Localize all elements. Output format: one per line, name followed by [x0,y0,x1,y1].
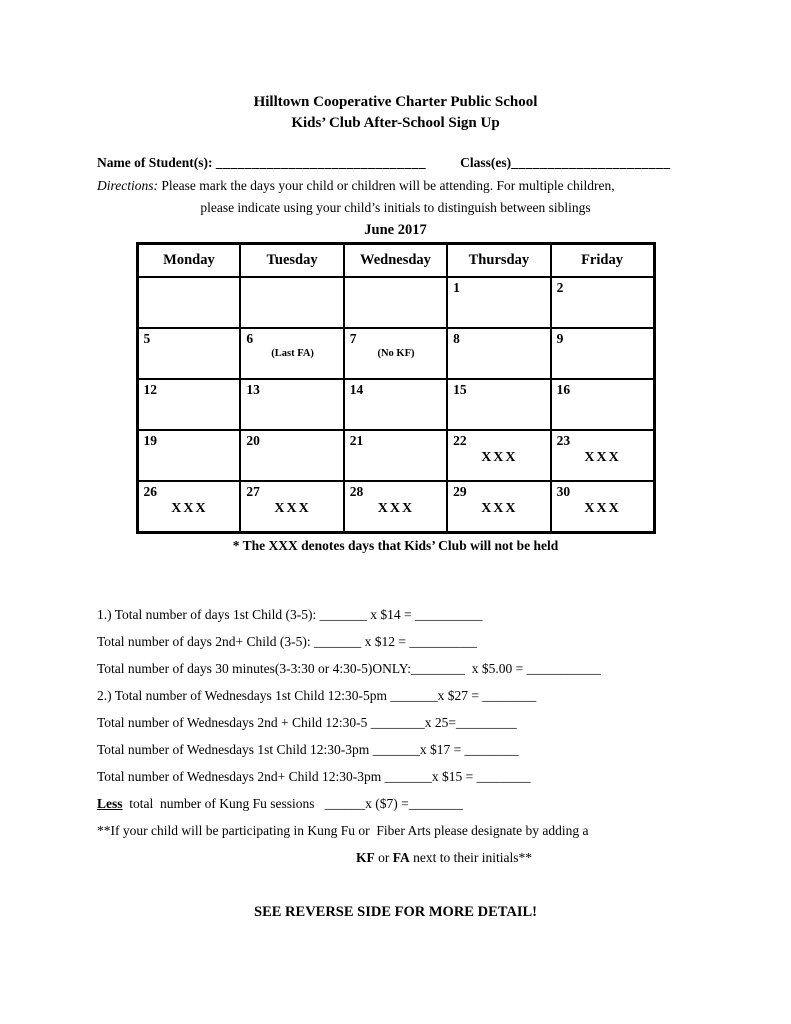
day-number: 1 [453,280,460,295]
calendar-cell [447,277,550,328]
calendar-cell [137,379,240,430]
cell-xxx-marker: XXX [584,450,621,465]
cell-xxx-marker: XXX [481,501,518,516]
day-number: 2 [556,280,564,295]
directions-label: Directions: [97,178,158,193]
calendar-cell [447,430,550,481]
initials-note [97,849,791,867]
cell-note: (No KF) [377,348,415,359]
cell-xxx-marker: XXX [171,501,208,516]
initials-rest: next to their initials** [409,850,532,865]
calendar-cell [447,379,550,430]
calendar-week-row [137,379,654,430]
day-number: 8 [453,331,460,346]
calendar-cell [551,277,654,328]
day-number: 27 [246,484,260,499]
day-header-wednesday: Wednesday [344,244,447,278]
directions-text: Please mark the days your child or children will be attending. For multiple children, [158,178,615,193]
less-rest: total number of Kung Fu sessions ______x ($7) =________ [122,796,463,811]
calendar-cell [344,379,447,430]
calendar-cell [137,481,240,533]
fee-line-5: Total number of Wednesdays 2nd + Child 12:30-5 ________x 25=_________ [97,715,517,730]
directions-line2: please indicate using your child’s initials to distinguish between siblings [200,200,591,215]
page-subtitle: Kids’ Club After-School Sign Up [291,115,500,131]
day-number: 29 [453,484,467,499]
fee-line-3: Total number of days 30 minutes(3-3:30 or 4:30-5)ONLY:________ x $5.00 = ___________ [97,661,601,676]
or-text: or [374,850,393,865]
cell-xxx-marker: XXX [274,501,311,516]
name-label: Name of Student(s): [97,155,216,170]
day-number: 16 [556,382,571,397]
calendar-cell [240,379,343,430]
kung-fu-less-line [97,795,791,813]
day-number: 9 [556,331,564,346]
calendar-cell [137,277,240,328]
calendar-cell [344,481,447,533]
cell-xxx-marker: XXX [377,501,415,516]
day-header-friday: Friday [551,244,654,278]
day-header-tuesday: Tuesday [240,244,343,278]
reverse-side-note: SEE REVERSE SIDE FOR MORE DETAIL! [254,904,537,920]
day-number: 30 [556,484,571,499]
class-blank: ______________________ [511,155,671,170]
calendar-table [136,242,656,534]
name-blank: _____________________________ [215,155,427,170]
participation-note: **If your child will be participating in Kung Fu or Fiber Arts please designate by adding a [97,823,589,838]
day-number: 22 [453,433,467,448]
calendar-cell [240,430,343,481]
calendar-cell [344,430,447,481]
calendar-cell [551,379,654,430]
less-label: Less [97,796,123,811]
calendar-cell [447,328,550,379]
calendar-week-row [137,430,654,481]
calendar-cell [551,481,654,533]
calendar-header-row [137,244,654,278]
day-number: 7 [349,331,357,346]
fees-section [97,606,791,867]
calendar-cell [551,430,654,481]
calendar-cell [447,481,550,533]
calendar-cell [137,328,240,379]
day-number: 12 [143,382,157,397]
day-header-thursday: Thursday [447,244,550,278]
calendar-week-row [137,277,654,328]
day-number: 28 [349,484,364,499]
fee-line-2: Total number of days 2nd+ Child (3-5): _______ x $12 = __________ [97,634,477,649]
day-number: 23 [556,433,571,448]
student-class-line [97,155,694,171]
day-number: 14 [349,382,364,397]
fa-abbr: FA [392,850,410,865]
day-number: 15 [453,382,467,397]
calendar-cell [240,328,343,379]
day-number: 13 [246,382,260,397]
calendar-cell [137,430,240,481]
cell-note: (Last FA) [271,348,314,359]
kf-abbr: KF [356,850,375,865]
cell-xxx-marker: XXX [481,450,518,465]
calendar-cell [344,277,447,328]
day-number: 19 [143,433,157,448]
calendar-cell [551,328,654,379]
day-number: 26 [143,484,157,499]
calendar-cell [344,328,447,379]
fee-line-4: 2.) Total number of Wednesdays 1st Child 12:30-5pm _______x $27 = ________ [97,688,537,703]
day-header-monday: Monday [137,244,240,278]
class-label: Class(es) [460,155,512,170]
cell-xxx-marker: XXX [584,501,621,516]
calendar-cell [240,481,343,533]
fee-line-7: Total number of Wednesdays 2nd+ Child 12:30-3pm _______x $15 = ________ [97,769,531,784]
day-number: 6 [246,331,254,346]
day-number: 21 [349,433,364,448]
directions-line [97,177,701,195]
day-number: 20 [246,433,260,448]
calendar-month-title: June 2017 [364,222,427,238]
fee-line-1: 1.) Total number of days 1st Child (3-5): _______ x $14 = __________ [97,607,483,622]
calendar-footnote: * The XXX denotes days that Kids’ Club will not be held [232,538,559,553]
day-number: 5 [143,331,151,346]
document-header [0,0,791,134]
page-title: Hilltown Cooperative Charter Public School [253,94,538,110]
calendar-cell [240,277,343,328]
fee-line-6: Total number of Wednesdays 1st Child 12:30-3pm _______x $17 = ________ [97,742,519,757]
calendar-week-row [137,328,654,379]
calendar-week-row [137,481,654,533]
